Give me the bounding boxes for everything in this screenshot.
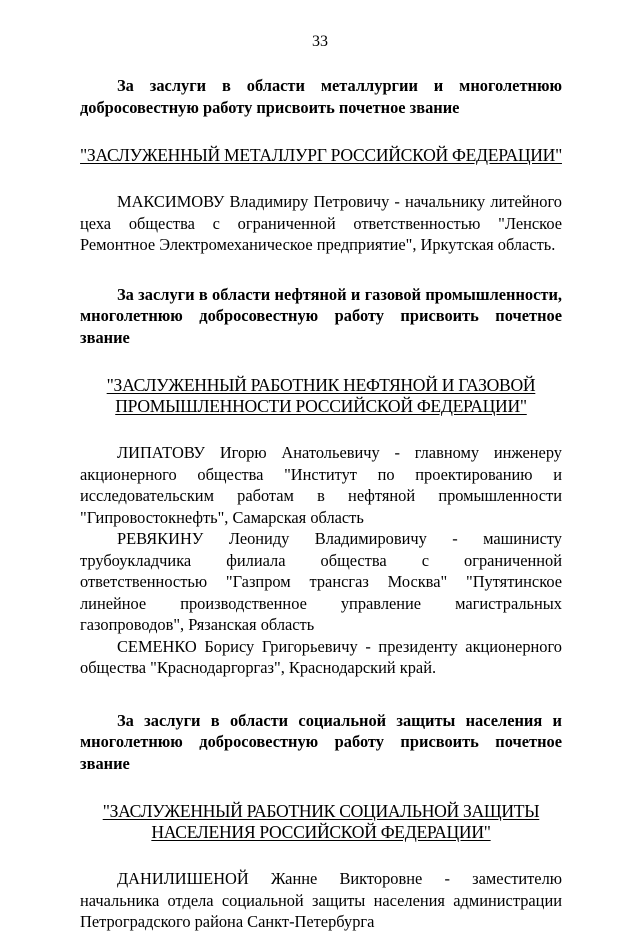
awardee-entry: ЛИПАТОВУ Игорю Анатольевичу - главному инженеру акционерного общества "Институт по проектированию и исследовательским работам в нефтяной промышленности "Гипровостокнефть", Самарская область bbox=[80, 443, 562, 527]
page-number: 33 bbox=[312, 33, 328, 50]
decree-text: За заслуги в области социальной защиты населения и многолетнюю добросовестную работу присвоить почетное звание bbox=[80, 710, 562, 773]
awardee-entry: МАКСИМОВУ Владимиру Петровичу - начальнику литейного цеха общества с ограниченной ответственностью "Ленское Ремонтное Электромеханическое предприятие", Иркутская область. bbox=[80, 192, 562, 254]
honorary-title bbox=[80, 375, 562, 417]
decree-text: За заслуги в области нефтяной и газовой промышленности, многолетнюю добросовестную работу присвоить почетное звание bbox=[80, 284, 562, 347]
honorary-title bbox=[80, 801, 562, 843]
honorary-title-line: "ЗАСЛУЖЕННЫЙ МЕТАЛЛУРГ РОССИЙСКОЙ ФЕДЕРАЦИИ" bbox=[80, 145, 562, 165]
award-section-oil-gas bbox=[80, 284, 562, 679]
decree-text: За заслуги в области металлургии и многолетнюю добросовестную работу присвоить почетное звание bbox=[80, 76, 562, 117]
page-content bbox=[80, 75, 562, 933]
award-section-metallurgy bbox=[80, 75, 562, 256]
honorary-title bbox=[80, 145, 562, 166]
awardee-entry: СЕМЕНКО Борису Григорьевичу - президенту акционерного общества "Краснодаргоргаз", Краснодарский край. bbox=[80, 636, 562, 677]
honorary-title-line: НАСЕЛЕНИЯ РОССИЙСКОЙ ФЕДЕРАЦИИ" bbox=[151, 822, 491, 842]
awardee-entry: РЕВЯКИНУ Леониду Владимировичу - машинисту трубоукладчика филиала общества с ограниченной ответственностью "Газпром трансгаз Москва" "Путятинское линейное производственное управление магистральных газопроводов", Рязанская область bbox=[80, 529, 562, 634]
awardee-entry: ДАНИЛИШЕНОЙ Жанне Викторовне - заместителю начальника отдела социальной защиты населения администрации Петроградского района Санкт-Петербурга bbox=[80, 869, 562, 931]
honorary-title-line: ПРОМЫШЛЕННОСТИ РОССИЙСКОЙ ФЕДЕРАЦИИ" bbox=[115, 396, 527, 416]
honorary-title-line: "ЗАСЛУЖЕННЫЙ РАБОТНИК СОЦИАЛЬНОЙ ЗАЩИТЫ bbox=[102, 801, 540, 821]
award-section-social-protection bbox=[80, 710, 562, 933]
honorary-title-line: "ЗАСЛУЖЕННЫЙ РАБОТНИК НЕФТЯНОЙ И ГАЗОВОЙ bbox=[106, 375, 536, 395]
